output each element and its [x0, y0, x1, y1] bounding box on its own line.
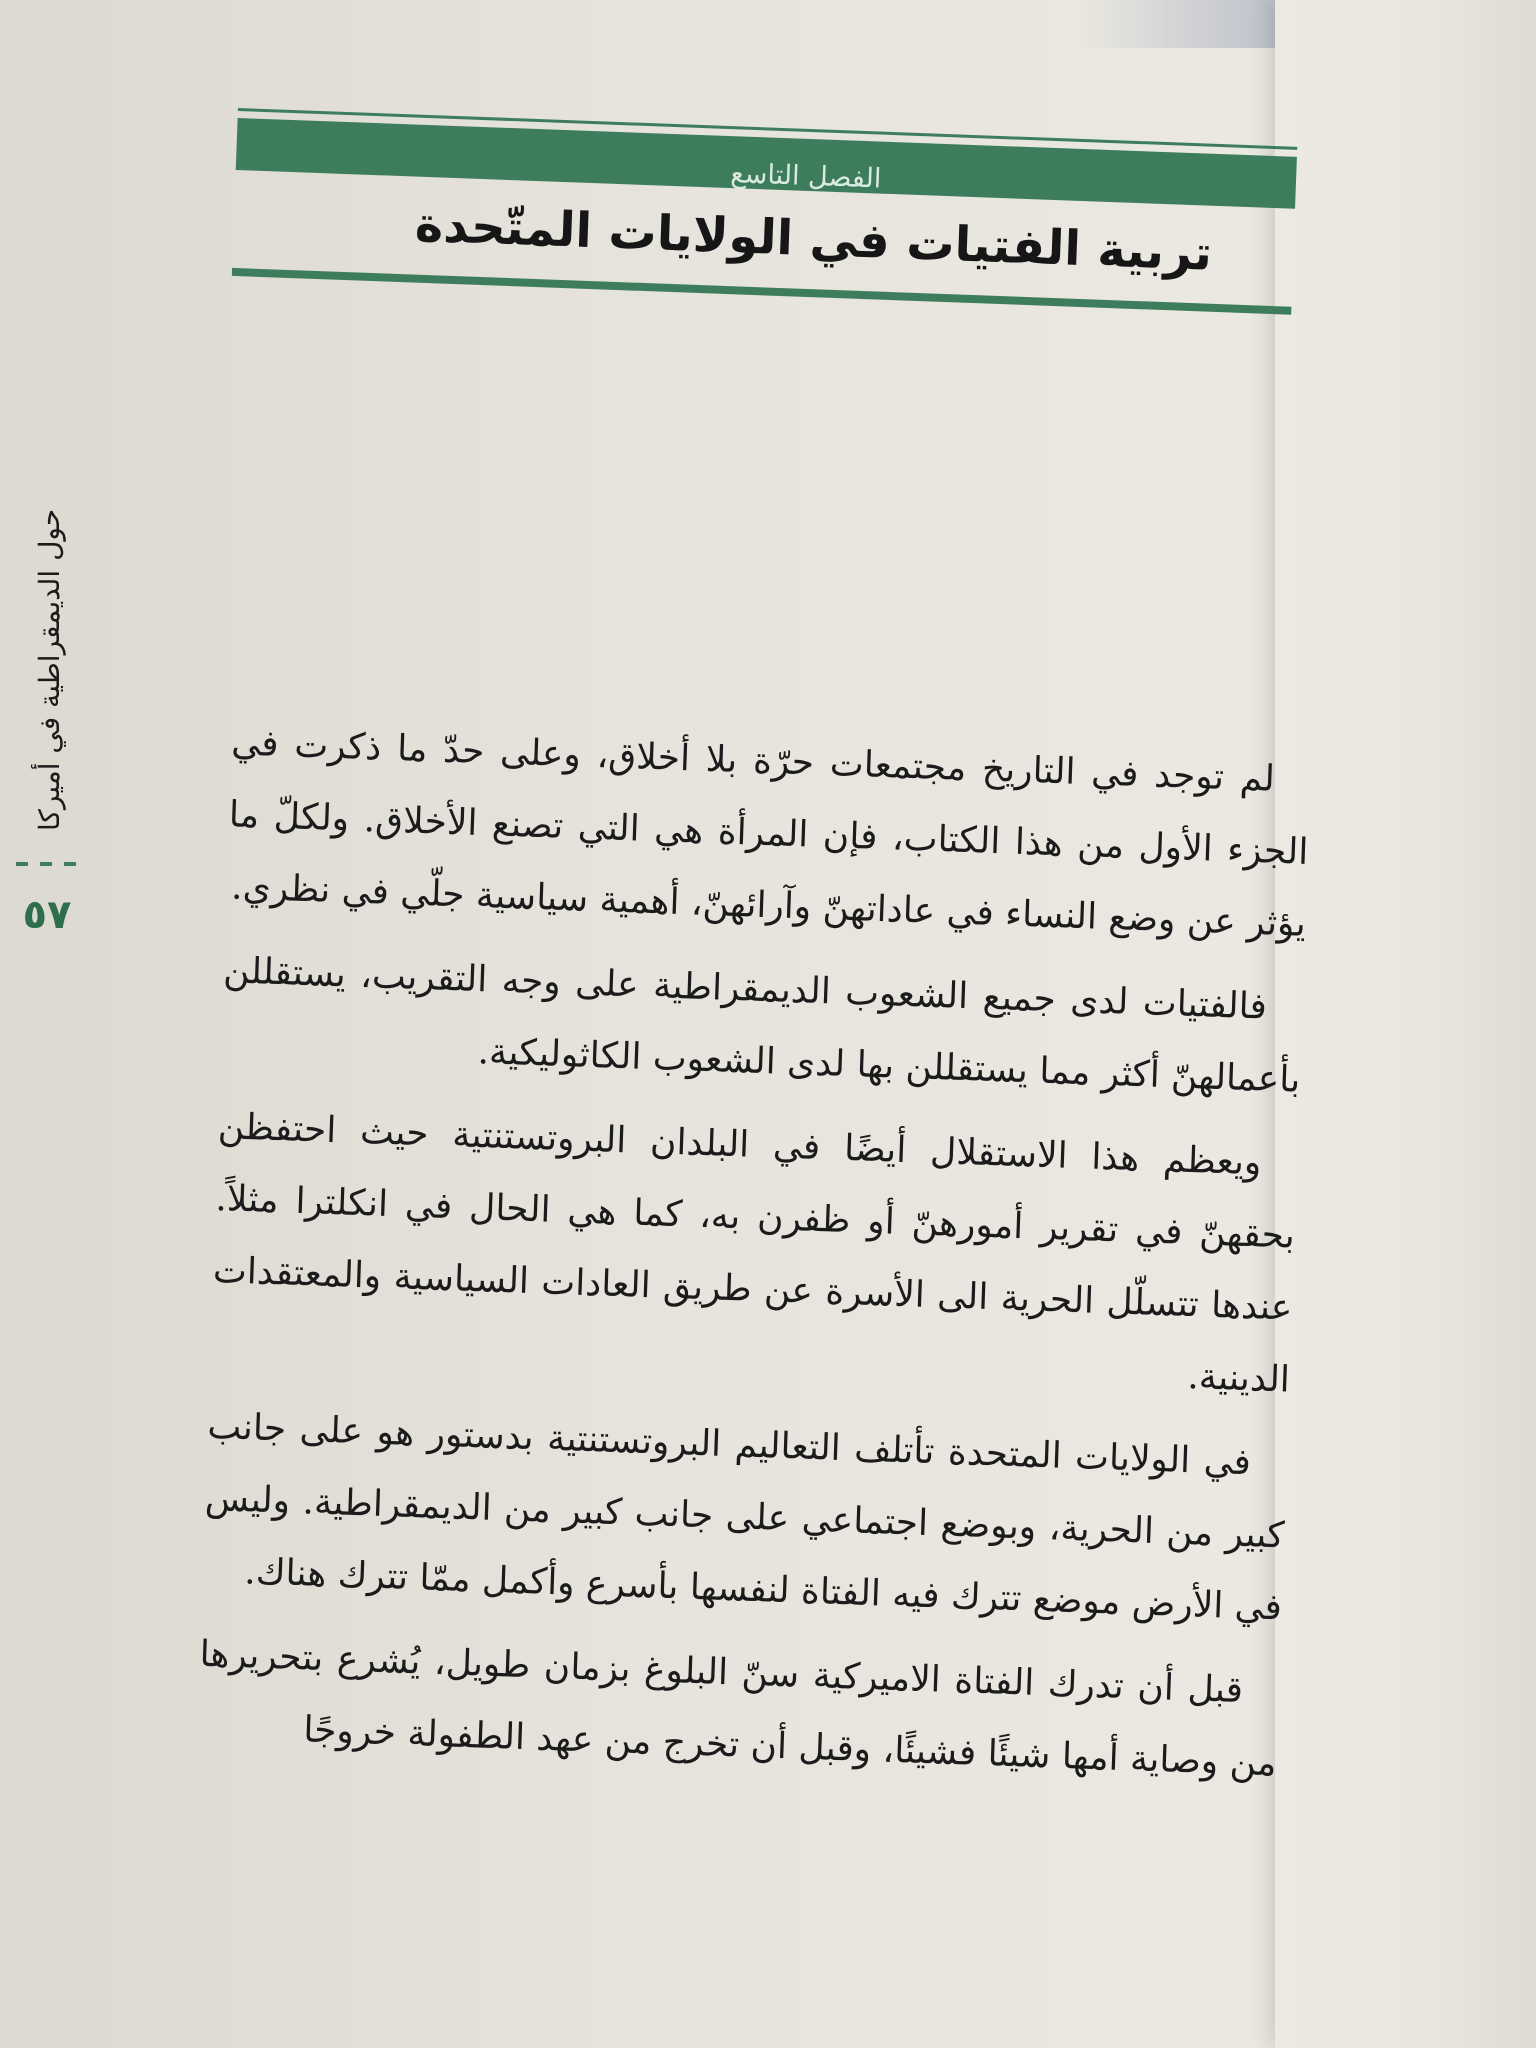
chapter-header [229, 108, 1297, 397]
paragraph-2: فالفتيات لدى جميع الشعوب الديمقراطية على وجه التقريب، يستقللن بأعمالهنّ أكثر مما يستقللن بها لدى الشعوب الكاثوليكية. [222, 950, 1302, 1101]
facing-page-edge [1275, 0, 1536, 2048]
margin-dash [16, 862, 28, 866]
paragraph-5: قبل أن تدرك الفتاة الاميركية سنّ البلوغ بزمان طويل، يُشرع بتحريرها من وصاية أمها شيئًا فشيئًا، وقبل أن تخرج من عهد الطفولة خروجًا [198, 1633, 1278, 1785]
background-shadow [1080, 0, 1280, 48]
margin-dash [40, 862, 52, 866]
page-number: ٥٧ [22, 892, 72, 938]
margin-dash [64, 862, 76, 866]
running-head: حول الديمقراطية في أميركا [33, 508, 66, 832]
chapter-label: الفصل التاسع [729, 158, 882, 195]
paragraph-3: ويعظم هذا الاستقلال أيضًا في البلدان البروتستنتية حيث احتفظن بحقهنّ في تقرير أمورهنّ أو ظفرن به، كما هي الحال في انكلترا مثلاً. عندها تتسلّل الحرية الى الأسرة عن طريق العادات السياسية والمعتقدات الدينية. [212, 1106, 1296, 1401]
paragraph-1: لم توجد في التاريخ مجتمعات حرّة بلا أخلاق، وعلى حدّ ما ذكرت في الجزء الأول من هذا الكتاب، فإن المرأة هي التي تصنع الأخلاق. ولكلّ ما يؤثر عن وضع النساء في عاداتهنّ وآرائهنّ، أهمية سياسية جلّي في نظري. [228, 722, 1309, 945]
body-text [195, 707, 1312, 1812]
margin-dashes [16, 862, 82, 874]
side-margin [2, 500, 82, 1020]
chapter-title: تربية الفتيات في الولايات المتّحدة [414, 196, 1214, 282]
paragraph-4: في الولايات المتحدة تأتلف التعاليم البروتستنتية بدستور هو على جانب كبير من الحرية، وبوضع اجتماعي على جانب كبير من الديمقراطية. وليس في الأرض موضع تترك فيه الفتاة لنفسها بأسرع وأكمل ممّا تترك هناك. [204, 1405, 1286, 1629]
